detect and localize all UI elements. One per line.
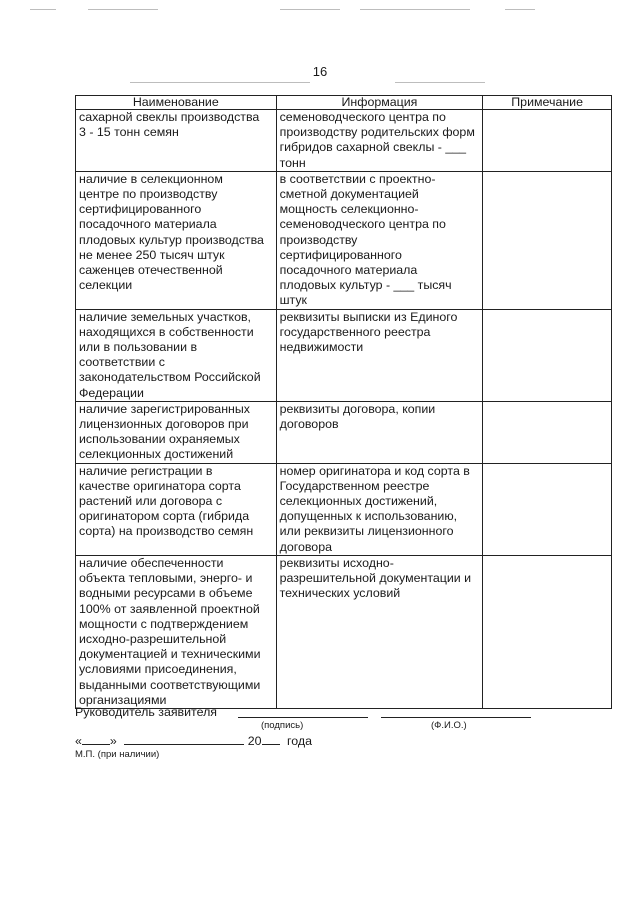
signature-line [238, 705, 368, 718]
page-number: 16 [312, 64, 328, 79]
cell-info: реквизиты договора, копии договоров [276, 401, 483, 463]
cell-note [483, 463, 612, 555]
year-line [262, 732, 280, 745]
cell-note [483, 110, 612, 172]
date-row [75, 732, 312, 748]
requirements-table [75, 95, 612, 709]
cell-name: наличие регистрации в качестве оригинатора сорта растений или договора с оригинатором сорта (гибрида сорта) на производство семян [76, 463, 277, 555]
cell-info: номер оригинатора и код сорта в Государственном реестре селекционных достижений, допущенных к использованию, или реквизиты лицензионного договора [276, 463, 483, 555]
cell-note [483, 401, 612, 463]
day-line [82, 732, 110, 745]
cell-name: наличие зарегистрированных лицензионных договоров при использовании охраняемых селекционных достижений [76, 401, 277, 463]
scan-artifact-line [360, 9, 470, 10]
name-line [381, 705, 531, 718]
name-hint: (Ф.И.О.) [431, 720, 467, 731]
year-prefix: 20 [247, 734, 262, 748]
scan-artifact-line [130, 82, 310, 83]
cell-info: реквизиты выписки из Единого государственного реестра недвижимости [276, 309, 483, 401]
stamp-note: М.П. (при наличии) [75, 749, 160, 760]
cell-note [483, 171, 612, 309]
cell-info: в соответствии с проектно- сметной документацией мощность селекционно- семеноводческого центра по производству сертифицированного посадочного материала плодовых культур - ___ тысяч штук [276, 171, 483, 309]
signature-hint: (подпись) [261, 720, 304, 731]
scan-artifact-line [30, 9, 56, 10]
table-row [76, 401, 612, 463]
table-row [76, 171, 612, 309]
scan-artifact-line [395, 82, 485, 83]
scan-artifact-line [88, 9, 158, 10]
table-row [76, 463, 612, 555]
table-header-row [76, 96, 612, 110]
header-name: Наименование [76, 96, 277, 110]
date-open-quote: « [75, 734, 82, 748]
cell-info: реквизиты исходно- разрешительной документации и технических условий [276, 555, 483, 708]
cell-name: сахарной свеклы производства 3 - 15 тонн семян [76, 110, 277, 172]
cell-name: наличие обеспеченности объекта тепловыми, энерго- и водными ресурсами в объеме 100% от заявленной проектной мощности с подтверждением исходно-разрешительной документацией и техническими условиями присоединения, выданными соответствующими организациями [76, 555, 277, 708]
cell-name: наличие в селекционном центре по производству сертифицированного посадочного материала плодовых культур производства не менее 250 тысяч штук саженцев отечественной селекции [76, 171, 277, 309]
date-close-quote: » [109, 734, 117, 748]
header-info: Информация [276, 96, 483, 110]
cell-info: семеноводческого центра по производству родительских форм гибридов сахарной свеклы - ___ тонн [276, 110, 483, 172]
month-line [124, 732, 244, 745]
scan-artifact-line [280, 9, 340, 10]
signature-label: Руководитель заявителя [75, 705, 218, 719]
cell-name: наличие земельных участков, находящихся в собственности или в пользовании в соответствии с законодательством Российской Федерации [76, 309, 277, 401]
table-row [76, 309, 612, 401]
header-note: Примечание [483, 96, 612, 110]
cell-note [483, 309, 612, 401]
table-row [76, 555, 612, 708]
scan-artifact-line [505, 9, 535, 10]
table-row [76, 110, 612, 172]
year-suffix: года [286, 734, 312, 748]
cell-note [483, 555, 612, 708]
